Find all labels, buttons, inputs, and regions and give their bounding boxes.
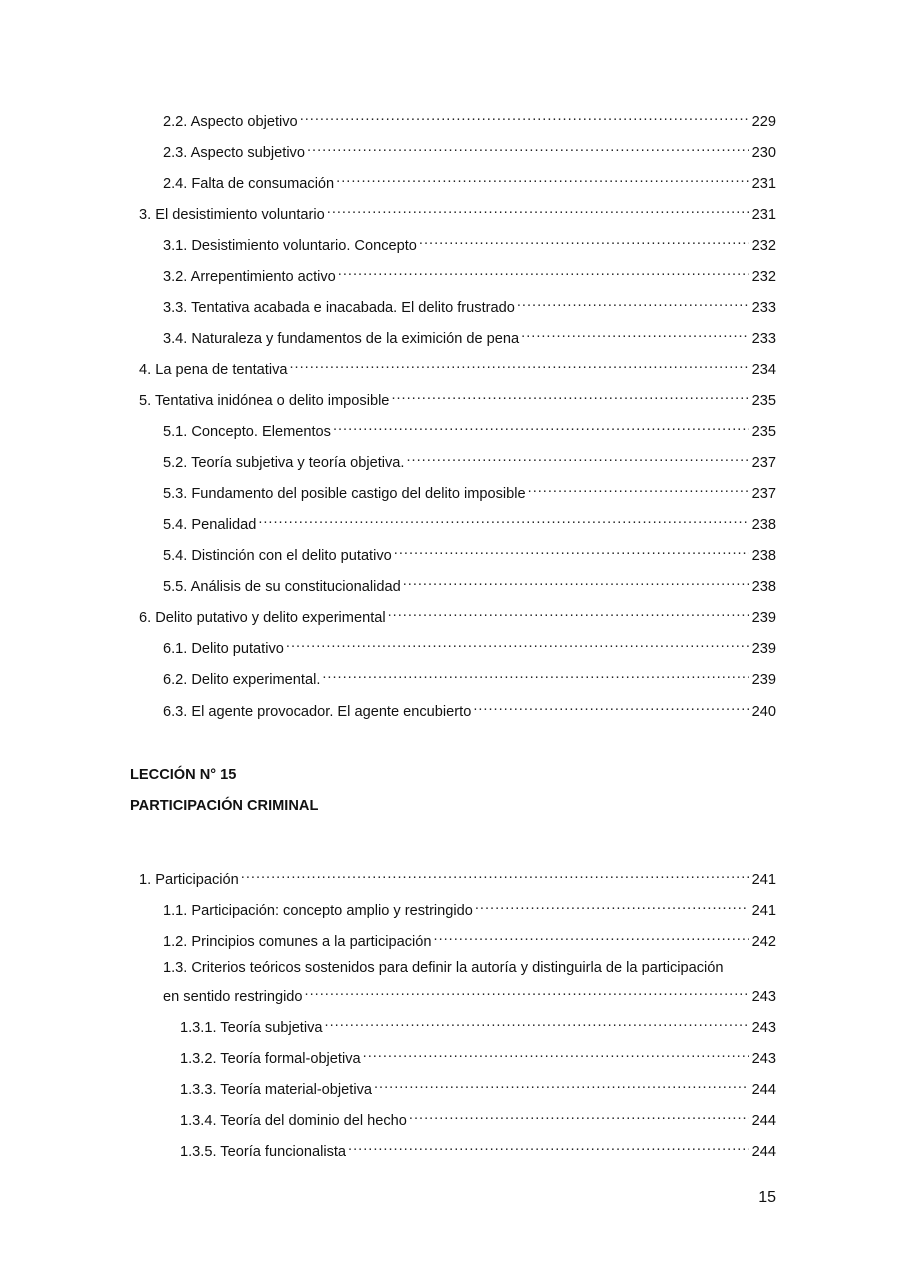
dot-leader xyxy=(307,139,749,157)
toc-entry[interactable] xyxy=(163,232,776,255)
toc-entry-label: 1.2. Principios comunes a la participación xyxy=(163,934,432,950)
toc-entry-label: 5.4. Distinción con el delito putativo xyxy=(163,548,392,564)
toc-entry[interactable] xyxy=(163,108,776,131)
toc-entry-label: 2.2. Aspecto objetivo xyxy=(163,114,298,130)
dot-leader xyxy=(322,666,748,684)
toc-entry-page: 240 xyxy=(751,704,776,720)
dot-leader xyxy=(333,418,749,436)
dot-leader xyxy=(475,897,749,915)
toc-entry-label: 3.2. Arrepentimiento activo xyxy=(163,269,336,285)
dot-leader xyxy=(394,542,749,560)
toc-entry-label: 3.4. Naturaleza y fundamentos de la eximición de pena xyxy=(163,331,520,347)
toc-entry-label: 1.3.5. Teoría funcionalista xyxy=(180,1144,347,1160)
toc-entry-page: 241 xyxy=(751,872,776,888)
toc-entry-label: 2.3. Aspecto subjetivo xyxy=(163,145,305,161)
dot-leader xyxy=(406,449,748,467)
dot-leader xyxy=(409,1107,749,1125)
toc-entry-label: 1.3.4. Teoría del dominio del hecho xyxy=(180,1113,407,1129)
toc-entry-label: 6.1. Delito putativo xyxy=(163,641,284,657)
toc-entry-page: 233 xyxy=(751,331,776,347)
toc-entry-label: 4. La pena de tentativa xyxy=(139,362,288,378)
toc-entry-page: 233 xyxy=(751,300,776,316)
toc-entry-label: 6.2. Delito experimental. xyxy=(163,672,321,688)
toc-entry-page: 243 xyxy=(751,1051,776,1067)
toc-entry-label: 6.3. El agente provocador. El agente encubierto xyxy=(163,704,472,720)
toc-entry-page: 239 xyxy=(751,672,776,688)
toc-entry-page: 234 xyxy=(751,362,776,378)
toc-entry-page: 235 xyxy=(751,424,776,440)
toc-entry-label: en sentido restringido xyxy=(163,989,303,1005)
dot-leader xyxy=(391,387,748,405)
dot-leader xyxy=(290,356,749,374)
toc-entry[interactable] xyxy=(163,294,776,317)
dot-leader xyxy=(473,698,748,716)
dot-leader xyxy=(348,1138,749,1156)
toc-entry[interactable] xyxy=(163,635,776,658)
toc-entry-label: 1.3.3. Teoría material-objetiva xyxy=(180,1082,372,1098)
dot-leader xyxy=(325,1014,749,1032)
toc-entry-page: 244 xyxy=(751,1082,776,1098)
toc-entry-label: 5.1. Concepto. Elementos xyxy=(163,424,331,440)
toc-entry-page: 238 xyxy=(751,579,776,595)
toc-entry-page: 244 xyxy=(751,1113,776,1129)
toc-entry[interactable] xyxy=(163,666,776,689)
toc-entry-label: 5.4. Penalidad xyxy=(163,517,257,533)
toc-entry[interactable] xyxy=(163,573,776,596)
toc-entry[interactable] xyxy=(163,139,776,162)
toc-entry[interactable] xyxy=(163,480,776,503)
toc-entry-page: 232 xyxy=(751,269,776,285)
lesson-title: PARTICIPACIÓN CRIMINAL xyxy=(130,798,319,814)
toc-entry[interactable] xyxy=(163,897,776,920)
lesson-number: LECCIÓN N° 15 xyxy=(130,767,237,783)
toc-entry-page: 239 xyxy=(751,610,776,626)
toc-entry-label: 3.3. Tentativa acabada e inacabada. El delito frustrado xyxy=(163,300,515,316)
toc-entry[interactable] xyxy=(163,263,776,286)
toc-entry-page: 243 xyxy=(751,989,776,1005)
toc-entry-label: 2.4. Falta de consumación xyxy=(163,176,335,192)
toc-entry-label: 5.5. Análisis de su constitucionalidad xyxy=(163,579,401,595)
toc-entry-page: 238 xyxy=(751,548,776,564)
toc-entry[interactable] xyxy=(163,325,776,348)
toc-entry-page: 243 xyxy=(751,1020,776,1036)
toc-entry-label: 3.1. Desistimiento voluntario. Concepto xyxy=(163,238,417,254)
toc-entry-page: 237 xyxy=(751,486,776,502)
toc-entry[interactable] xyxy=(163,983,776,1006)
toc-entry[interactable] xyxy=(163,511,776,534)
toc-entry-label: 5.3. Fundamento del posible castigo del delito imposible xyxy=(163,486,526,502)
toc-entry-label: 3. El desistimiento voluntario xyxy=(139,207,325,223)
toc-entry[interactable] xyxy=(180,1014,776,1037)
dot-leader xyxy=(300,108,749,126)
dot-leader xyxy=(338,263,749,281)
toc-entry-page: 229 xyxy=(751,114,776,130)
dot-leader xyxy=(327,201,749,219)
dot-leader xyxy=(286,635,749,653)
toc-entry-page: 232 xyxy=(751,238,776,254)
toc-entry[interactable] xyxy=(139,356,776,379)
toc-entry-first-line[interactable]: 1.3. Criterios teóricos sostenidos para definir la autoría y distinguirla de la participación xyxy=(163,960,724,976)
toc-entry-page: 241 xyxy=(751,903,776,919)
toc-entry-page: 231 xyxy=(751,207,776,223)
dot-leader xyxy=(419,232,749,250)
toc-entry[interactable] xyxy=(139,201,776,224)
toc-entry[interactable] xyxy=(163,928,776,951)
toc-entry-label: 5. Tentativa inidónea o delito imposible xyxy=(139,393,390,409)
dot-leader xyxy=(528,480,749,498)
toc-entry[interactable] xyxy=(139,387,776,410)
toc-entry[interactable] xyxy=(180,1138,776,1161)
dot-leader xyxy=(241,866,749,884)
toc-entry-page: 239 xyxy=(751,641,776,657)
toc-entry-label: 5.2. Teoría subjetiva y teoría objetiva. xyxy=(163,455,405,471)
toc-entry-label: 1.3.2. Teoría formal-objetiva xyxy=(180,1051,361,1067)
toc-entry-page: 242 xyxy=(751,934,776,950)
page-number: 15 xyxy=(758,1189,776,1206)
toc-entry[interactable] xyxy=(139,604,776,627)
dot-leader xyxy=(434,928,749,946)
toc-entry[interactable] xyxy=(163,449,776,472)
toc-entry[interactable] xyxy=(180,1076,776,1099)
dot-leader xyxy=(305,983,749,1001)
toc-entry-page: 235 xyxy=(751,393,776,409)
toc-entry[interactable] xyxy=(139,866,776,889)
dot-leader xyxy=(374,1076,749,1094)
toc-entry[interactable] xyxy=(180,1045,776,1068)
toc-entry[interactable] xyxy=(163,698,776,721)
toc-entry-page: 231 xyxy=(751,176,776,192)
dot-leader xyxy=(403,573,749,591)
toc-entry[interactable] xyxy=(180,1107,776,1130)
toc-entry-label: 1.3.1. Teoría subjetiva xyxy=(180,1020,323,1036)
toc-entry-page: 230 xyxy=(751,145,776,161)
dot-leader xyxy=(521,325,748,343)
toc-entry-label: 6. Delito putativo y delito experimental xyxy=(139,610,386,626)
toc-entry-label: 1. Participación xyxy=(139,872,239,888)
toc-entry[interactable] xyxy=(163,418,776,441)
toc-entry-page: 237 xyxy=(751,455,776,471)
toc-entry-page: 238 xyxy=(751,517,776,533)
dot-leader xyxy=(517,294,749,312)
dot-leader xyxy=(388,604,749,622)
toc-entry-label: 1.1. Participación: concepto amplio y restringido xyxy=(163,903,473,919)
toc-entry-page: 244 xyxy=(751,1144,776,1160)
toc-entry[interactable] xyxy=(163,542,776,565)
toc-entry[interactable] xyxy=(163,170,776,193)
dot-leader xyxy=(336,170,748,188)
dot-leader xyxy=(258,511,748,529)
dot-leader xyxy=(363,1045,749,1063)
